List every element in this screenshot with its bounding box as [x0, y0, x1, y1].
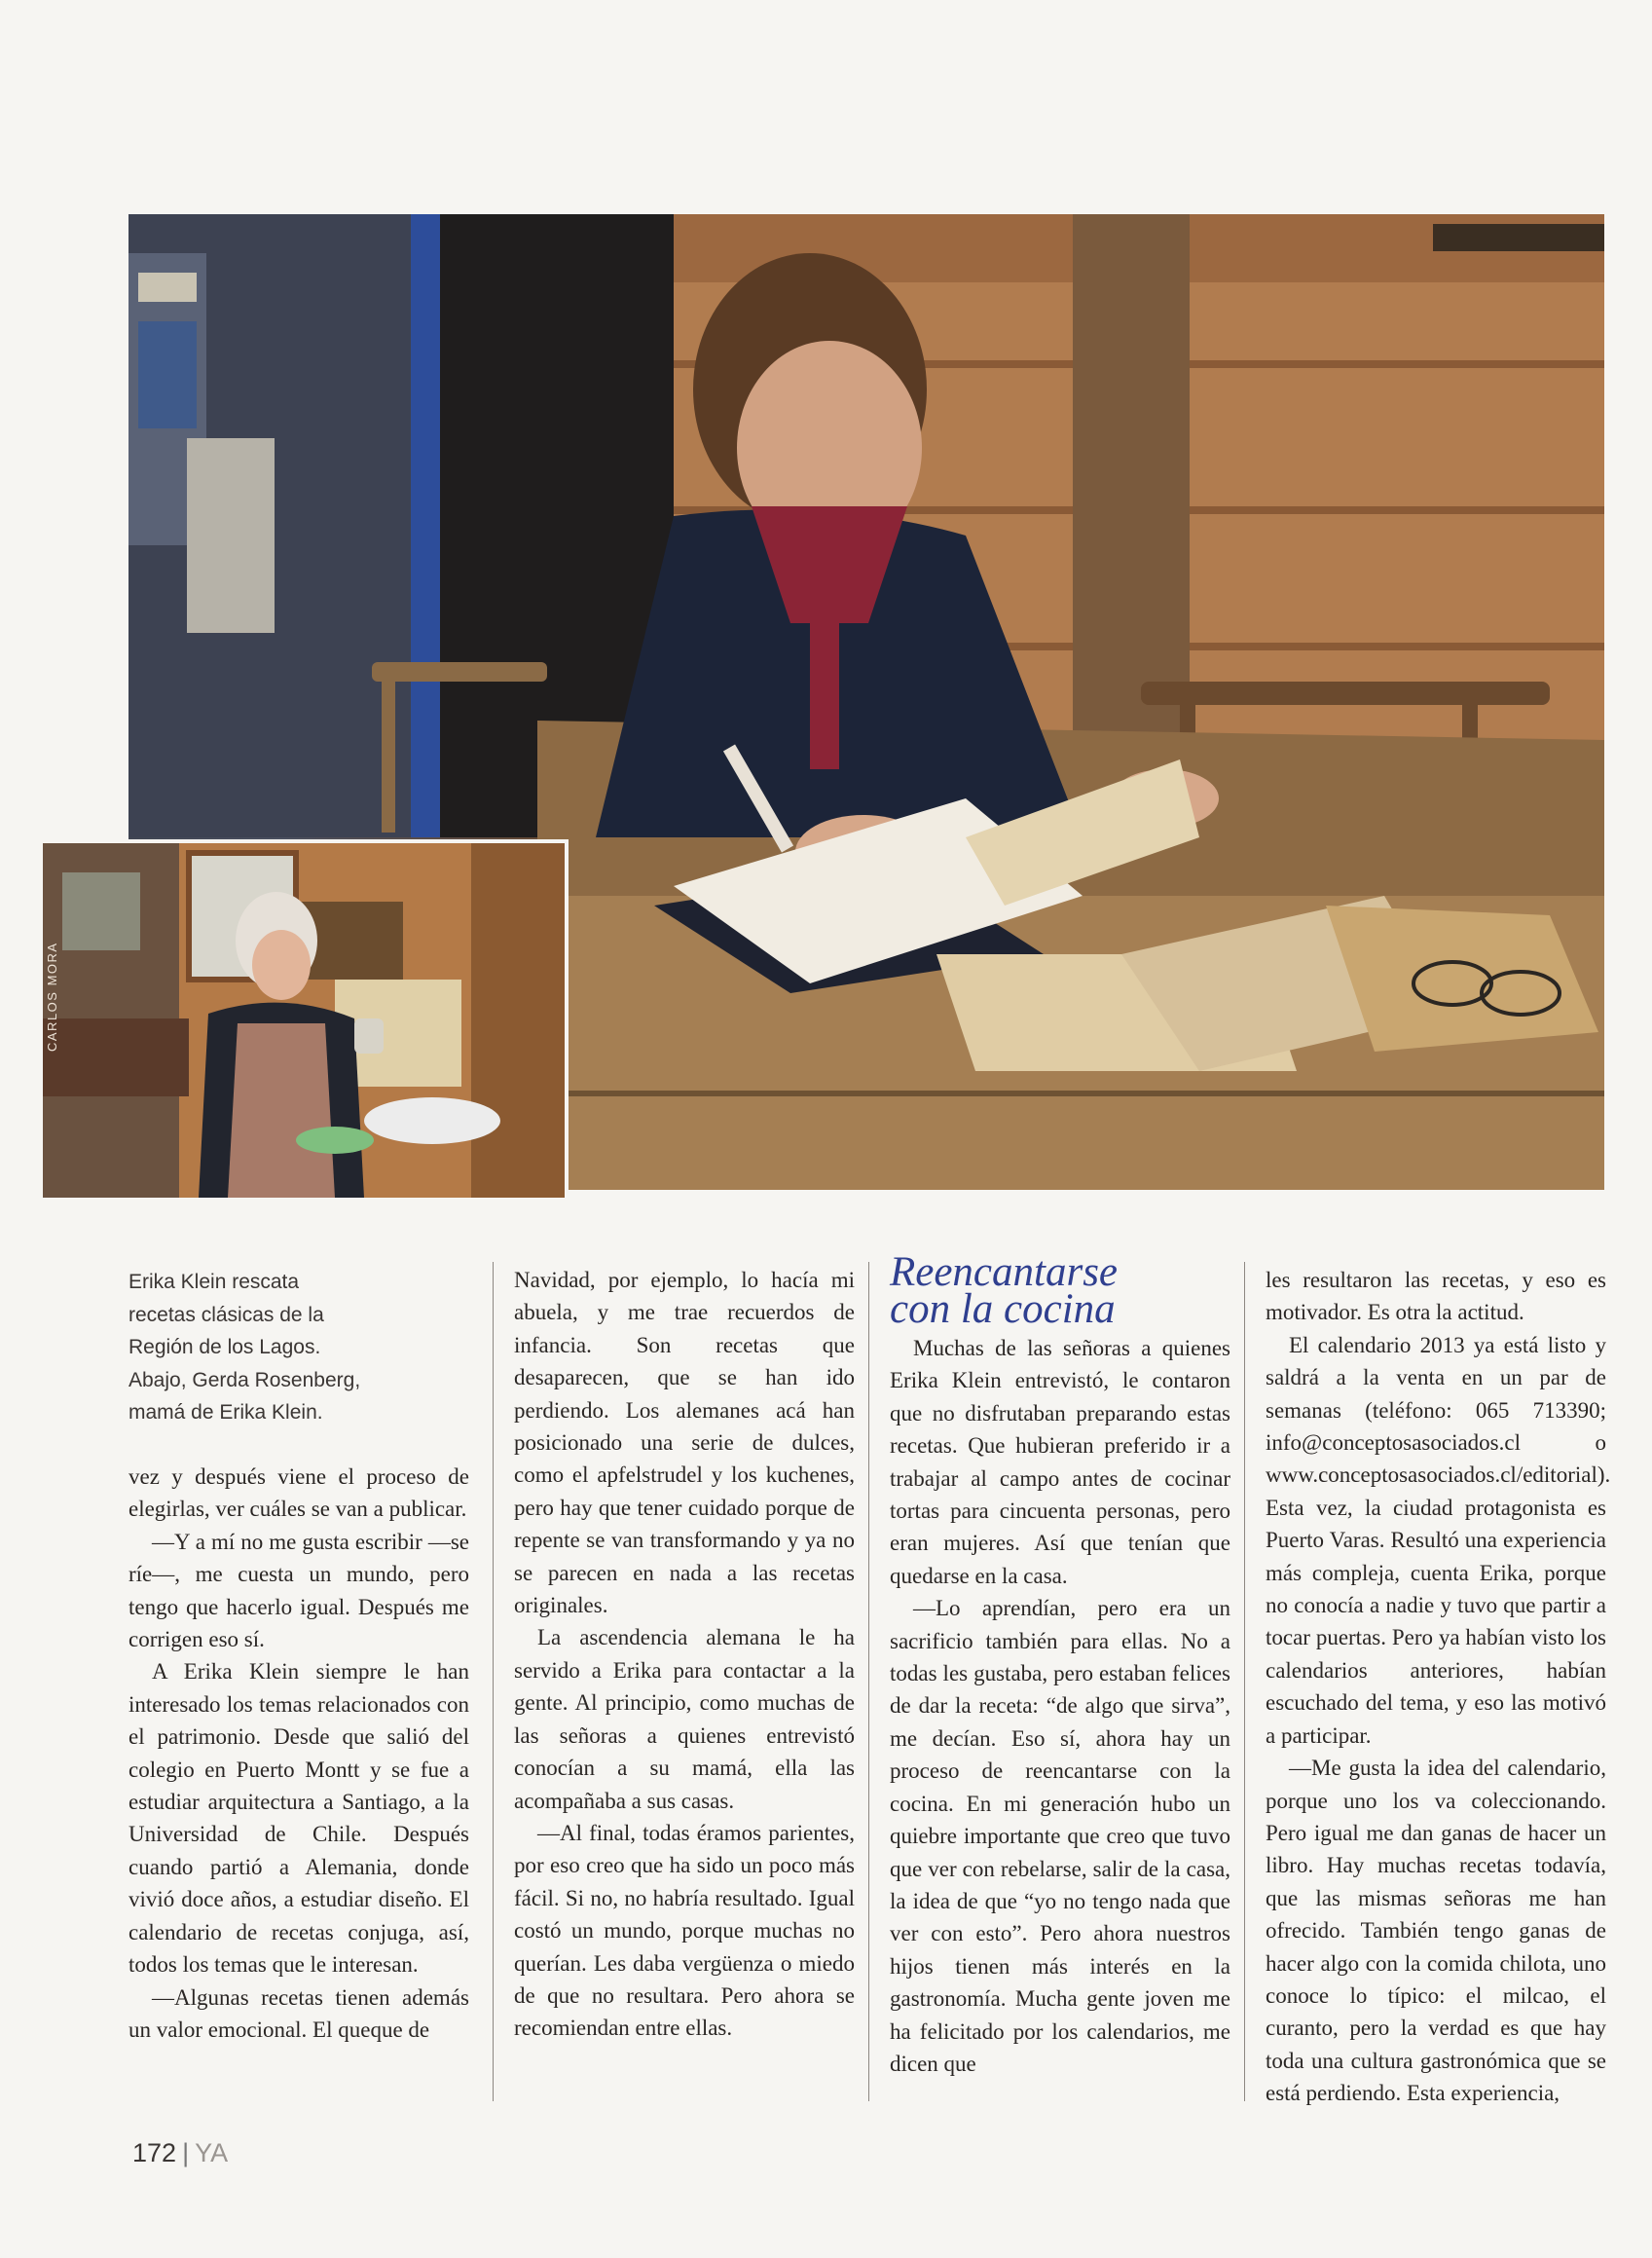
- paragraph: —Algunas recetas tienen además un valor emocional. El queque de: [128, 1984, 469, 2042]
- paragraph: El calendario 2013 ya está listo y saldrá a la venta en un par de semanas (teléfono: 065 713390; info@conceptosasociados.cl o www.conceptosasociados.cl/editorial). Esta vez, la ciudad protagonista es Puerto Varas. Resultó una experiencia más compleja, cuenta Erika, porque no conocía a nadie y tuvo que partir a tocar puertas. Pero ya habían visto los calendarios anteriores, habían escuchado del tema, y eso las motivó a participar.: [1266, 1332, 1611, 1748]
- article-column-2: [514, 1264, 855, 2045]
- column-divider: [493, 1262, 494, 2101]
- column-divider: [1244, 1262, 1245, 2101]
- section-headline: [890, 1249, 1240, 1332]
- inset-photo: [39, 839, 569, 1202]
- paragraph: vez y después viene el proceso de elegirlas, ver cuáles se van a publicar.: [128, 1464, 469, 1522]
- caption-line: recetas clásicas de la: [128, 1303, 324, 1326]
- magazine-name: YA: [195, 2138, 229, 2167]
- paragraph: —Y a mí no me gusta escribir —se ríe—, me cuesta un mundo, pero tengo que hacerlo igual. Después me corrigen eso sí.: [128, 1529, 469, 1652]
- paragraph: Navidad, por ejemplo, lo hacía mi abuela, y me trae recuerdos de infancia. Son recetas que desaparecen, que se han ido perdiendo. Los alemanes acá han posicionado una serie de dulces, como el apfelstrudel y los kuchenes, pero hay que tener cuidado porque de repente se van transformando y ya no se parecen en nada a las recetas originales.: [514, 1268, 855, 1618]
- folio-separator: |: [182, 2138, 190, 2167]
- caption-line: mamá de Erika Klein.: [128, 1401, 323, 1424]
- caption-line: Erika Klein rescata: [128, 1271, 300, 1293]
- woman-cooking-photo: [43, 843, 565, 1198]
- paragraph: —Al final, todas éramos parientes, por eso creo que ha sido un poco más fácil. Si no, no habría resultado. Igual costó un mundo, porque muchas no querían. Les daba vergüenza o miedo de que no resultara. Pero ahora se recomiendan entre ellas.: [514, 1820, 855, 2041]
- article-column-4: [1266, 1264, 1611, 2110]
- caption-line: Abajo, Gerda Rosenberg,: [128, 1368, 361, 1391]
- column-divider: [868, 1262, 869, 2101]
- article-column-1: [128, 1461, 469, 2046]
- page-folio: [132, 2138, 228, 2168]
- page-number: 172: [132, 2138, 177, 2167]
- paragraph: —Me gusta la idea del calendario, porque uno los va coleccionando. Pero igual me dan ganas de hacer un libro. Hay muchas recetas todavía, que las mismas señoras me han ofrecido. También tengo ganas de hacer algo con la comida chilota, uno conoce lo típico: el milcao, el curanto, pero la verdad es que hay toda una cultura gastronómica que se está perdiendo. Esta experiencia,: [1266, 1756, 1606, 2106]
- article-column-3: [890, 1332, 1230, 2080]
- paragraph: les resultaron las recetas, y eso es motivador. Es otra la actitud.: [1266, 1268, 1606, 1325]
- headline-line-2: con la cocina: [890, 1286, 1116, 1332]
- paragraph: A Erika Klein siempre le han interesado los temas relacionados con el patrimonio. Desde que salió del colegio en Puerto Montt y se fue a estudiar arquitectura a Santiago, a la Universidad de Chile. Después cuando partió a Alemania, donde vivió doce años, a estudiar diseño. El calendario de recetas conjuga, así, todos los temas que le interesan.: [128, 1659, 469, 1978]
- photo-credit: CARLOS MORA: [45, 942, 59, 1052]
- photo-caption: [128, 1266, 391, 1429]
- caption-line: Región de los Lagos.: [128, 1336, 321, 1358]
- headline-line-1: Reencantarse: [890, 1249, 1119, 1295]
- paragraph: —Lo aprendían, pero era un sacrificio también para ellas. No a todas les gustaba, pero estaban felices de dar la receta: “de algo que sirva”, me decían. Eso sí, ahora hay un proceso de reencantarse con la cocina. En mi generación hubo un quiebre importante que creo que tuvo que ver con rebelarse, salir de la casa, la idea de que “yo no tengo nada que ver con esto”. Pero ahora nuestros hijos tienen más interés en la gastronomía. Mucha gente joven me ha felicitado por los calendarios, me dicen que: [890, 1596, 1230, 2076]
- paragraph: La ascendencia alemana le ha servido a Erika para contactar a la gente. Al principio, como muchas de las señoras a quienes entrevistó conocían a su mamá, ella las acompañaba a sus casas.: [514, 1625, 855, 1813]
- paragraph: Muchas de las señoras a quienes Erika Klein entrevistó, le contaron que no disfrutaban preparando estas recetas. Que hubieran preferido ir a trabajar al campo antes de cocinar tortas para cincuenta personas, pero eran mujeres. Así que tenían que quedarse en la casa.: [890, 1336, 1230, 1588]
